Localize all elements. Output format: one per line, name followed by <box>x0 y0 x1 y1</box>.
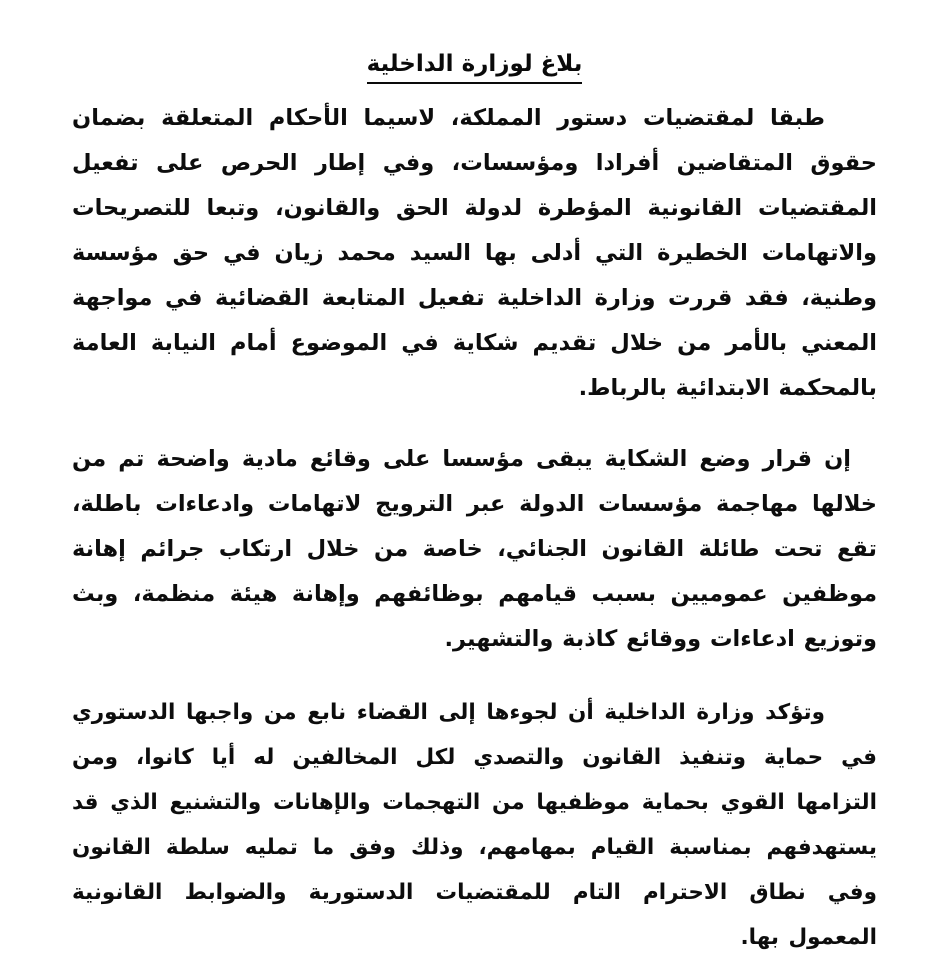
document-body <box>72 96 877 960</box>
page-title: بلاغ لوزارة الداخلية <box>367 49 583 84</box>
paragraph-3: وتؤكد وزارة الداخلية أن لجوءها إلى القضاء نابع من واجبها الدستوري في حماية وتنفيذ القانون والتصدي لكل المخالفين له أيا كانوا، ومن التزامها القوي بحماية موظفيها من التهجمات والإهانات والتشنيع الذي قد يستهدفهم بمناسبة القيام بمهامهم، وذلك وفق ما تمليه سلطة القانون وفي نطاق الاحترام التام للمقتضيات الدستورية والضوابط القانونية المعمول بها. <box>72 700 877 950</box>
paragraph-2: إن قرار وضع الشكاية يبقى مؤسسا على وقائع مادية واضحة تم من خلالها مهاجمة مؤسسات الدولة عبر الترويج لاتهامات وادعاءات باطلة، تقع تحت طائلة القانون الجنائي، خاصة من خلال ارتكاب جرائم إهانة موظفين عموميين بسبب قيامهم بوظائفهم وإهانة هيئة منظمة، وبث وتوزيع ادعاءات ووقائع كاذبة والتشهير. <box>72 446 877 652</box>
paragraph-1: طبقا لمقتضيات دستور المملكة، لاسيما الأحكام المتعلقة بضمان حقوق المتقاضين أفرادا ومؤسسات، وفي إطار الحرص على تفعيل المقتضيات القانونية المؤطرة لدولة الحق والقانون، وتبعا للتصريحات والاتهامات الخطيرة التي أدلى بها السيد محمد زيان في حق مؤسسة وطنية، فقد قررت وزارة الداخلية تفعيل المتابعة القضائية في مواجهة المعني بالأمر من خلال تقديم شكاية في الموضوع أمام النيابة العامة بالمحكمة الابتدائية بالرباط. <box>72 105 877 401</box>
document-title-container <box>0 0 949 100</box>
